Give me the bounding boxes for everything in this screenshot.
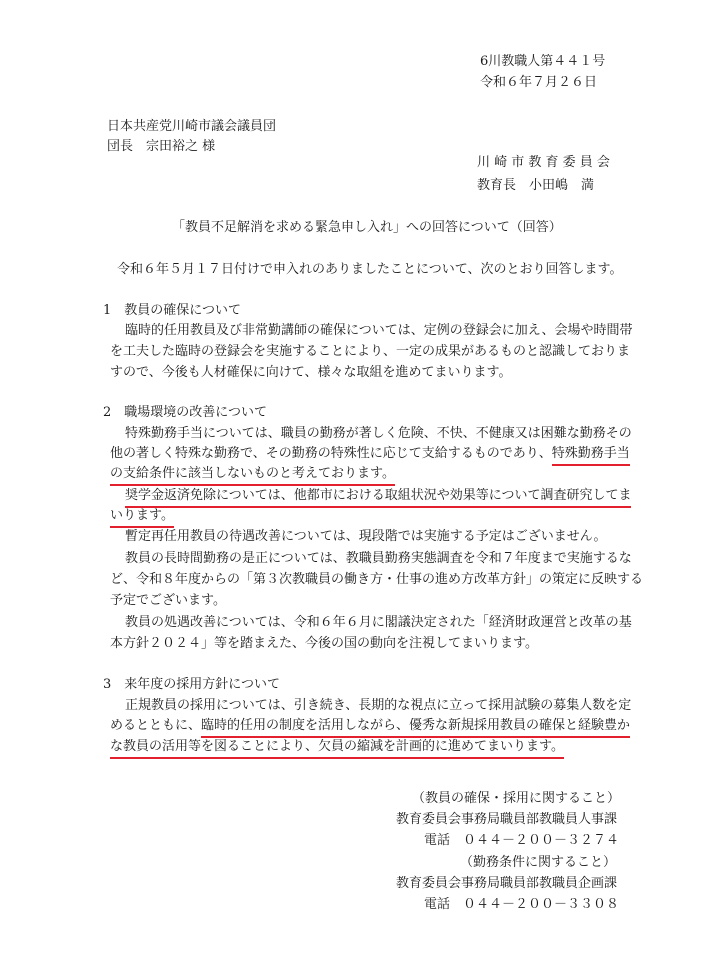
hiring-paragraph-line: 正規教員の採用については、引き続き、長期的な視点に立って採用試験の募集人数を定 bbox=[125, 698, 632, 713]
contact-2-phone: 電話 ０４４－２００－３３０８ bbox=[424, 897, 620, 912]
hiring-paragraph-line bbox=[110, 719, 630, 732]
contact-2-department: 教育委員会事務局職員部教職員企画課 bbox=[396, 876, 618, 891]
scholarship-text-underlined: 奨学金返済免除については、他都市における取組状況や効果等について調査研究してま bbox=[125, 488, 631, 508]
allowance-paragraph-line: 特殊勤務手当については、職員の勤務が著しく危険、不快、不健康又は困難な勤務その bbox=[125, 426, 632, 441]
hiring-paragraph-line bbox=[110, 740, 564, 753]
allowance-paragraph-line bbox=[110, 447, 630, 460]
contact-2-note: （勤務条件に関すること） bbox=[460, 855, 617, 870]
section-1-heading: 1 教員の確保について bbox=[103, 303, 242, 318]
sender-name: 教育長 小田嶋 満 bbox=[477, 178, 595, 193]
scholarship-paragraph-line bbox=[110, 509, 174, 522]
intro-text: 令和６年５月１７日付けで申入れのありましたことについて、次のとおり回答します。 bbox=[117, 262, 623, 277]
document-title: 「教員不足解消を求める緊急申し入れ」への回答について（回答） bbox=[172, 220, 562, 235]
section-3-heading: 3 来年度の採用方針について bbox=[103, 677, 281, 692]
hiring-text-underlined: 臨時的任用の制度を活用しながら、優秀な新規採用教員の確保と経験豊か bbox=[201, 718, 630, 738]
allowance-paragraph-line bbox=[110, 467, 395, 480]
work-hours-paragraph-line: ど、令和８年度からの「第３次教職員の働き方・仕事の進め方改革方針」の策定に反映する bbox=[110, 572, 644, 587]
allowance-text-underlined: の支給条件に該当しないものと考えております。 bbox=[110, 466, 395, 486]
work-hours-paragraph-line: 教員の長時間勤務の是正については、教職員勤務実態調査を令和７年度まで実施するな bbox=[125, 551, 632, 566]
work-hours-paragraph-line: 予定でございます。 bbox=[110, 593, 226, 608]
document-number: 6川教職人第４４１号 bbox=[480, 54, 606, 69]
section-2-heading: 2 職場環境の改善について bbox=[103, 405, 268, 420]
section-1-line: を工夫した臨時の登録会を実施することにより、一定の成果があるものと認識しておりま bbox=[110, 344, 631, 359]
hiring-text-plain: めるとともに、 bbox=[110, 718, 202, 733]
document-date: 令和６年７月２６日 bbox=[480, 75, 598, 90]
scholarship-paragraph-line bbox=[125, 489, 631, 502]
treatment-paragraph-line: 本方針２０２４」等を踏まえた、今後の国の動向を注視してまいります。 bbox=[110, 636, 538, 651]
scholarship-text-underlined: いります。 bbox=[110, 508, 174, 528]
hiring-text-underlined: な教員の活用等を図ることにより、欠員の縮減を計画的に進めてまいります。 bbox=[110, 739, 564, 759]
recipient-organization: 日本共産党川崎市議会議員団 bbox=[107, 119, 277, 134]
treatment-paragraph-line: 教員の処遇改善については、令和６年６月に閣議決定された「経済財政運営と改革の基 bbox=[125, 615, 632, 630]
sender-organization: 川 崎 市 教 育 委 員 会 bbox=[477, 155, 610, 170]
recipient-name: 団長 宗田裕之 様 bbox=[107, 139, 216, 154]
contact-1-department: 教育委員会事務局職員部教職員人事課 bbox=[396, 812, 618, 827]
section-1-line: 臨時的任用教員及び非常勤講師の確保については、定例の登録会に加え、会場や時間帯 bbox=[125, 323, 633, 338]
contact-1-note: （教員の確保・採用に関すること） bbox=[412, 791, 621, 806]
contact-1-phone: 電話 ０４４－２００－３２７４ bbox=[424, 833, 620, 848]
allowance-text-underlined: 特殊勤務手当 bbox=[552, 446, 630, 466]
allowance-text-plain: 他の著しく特殊な勤務で、その勤務の特殊性に応じて支給するものであり、 bbox=[110, 446, 552, 461]
reappointment-paragraph: 暫定再任用教員の待遇改善については、現段階では実施する予定はございません。 bbox=[125, 529, 607, 544]
section-1-line: すので、今後も人材確保に向けて、様々な取組を進めてまいります。 bbox=[110, 365, 512, 380]
